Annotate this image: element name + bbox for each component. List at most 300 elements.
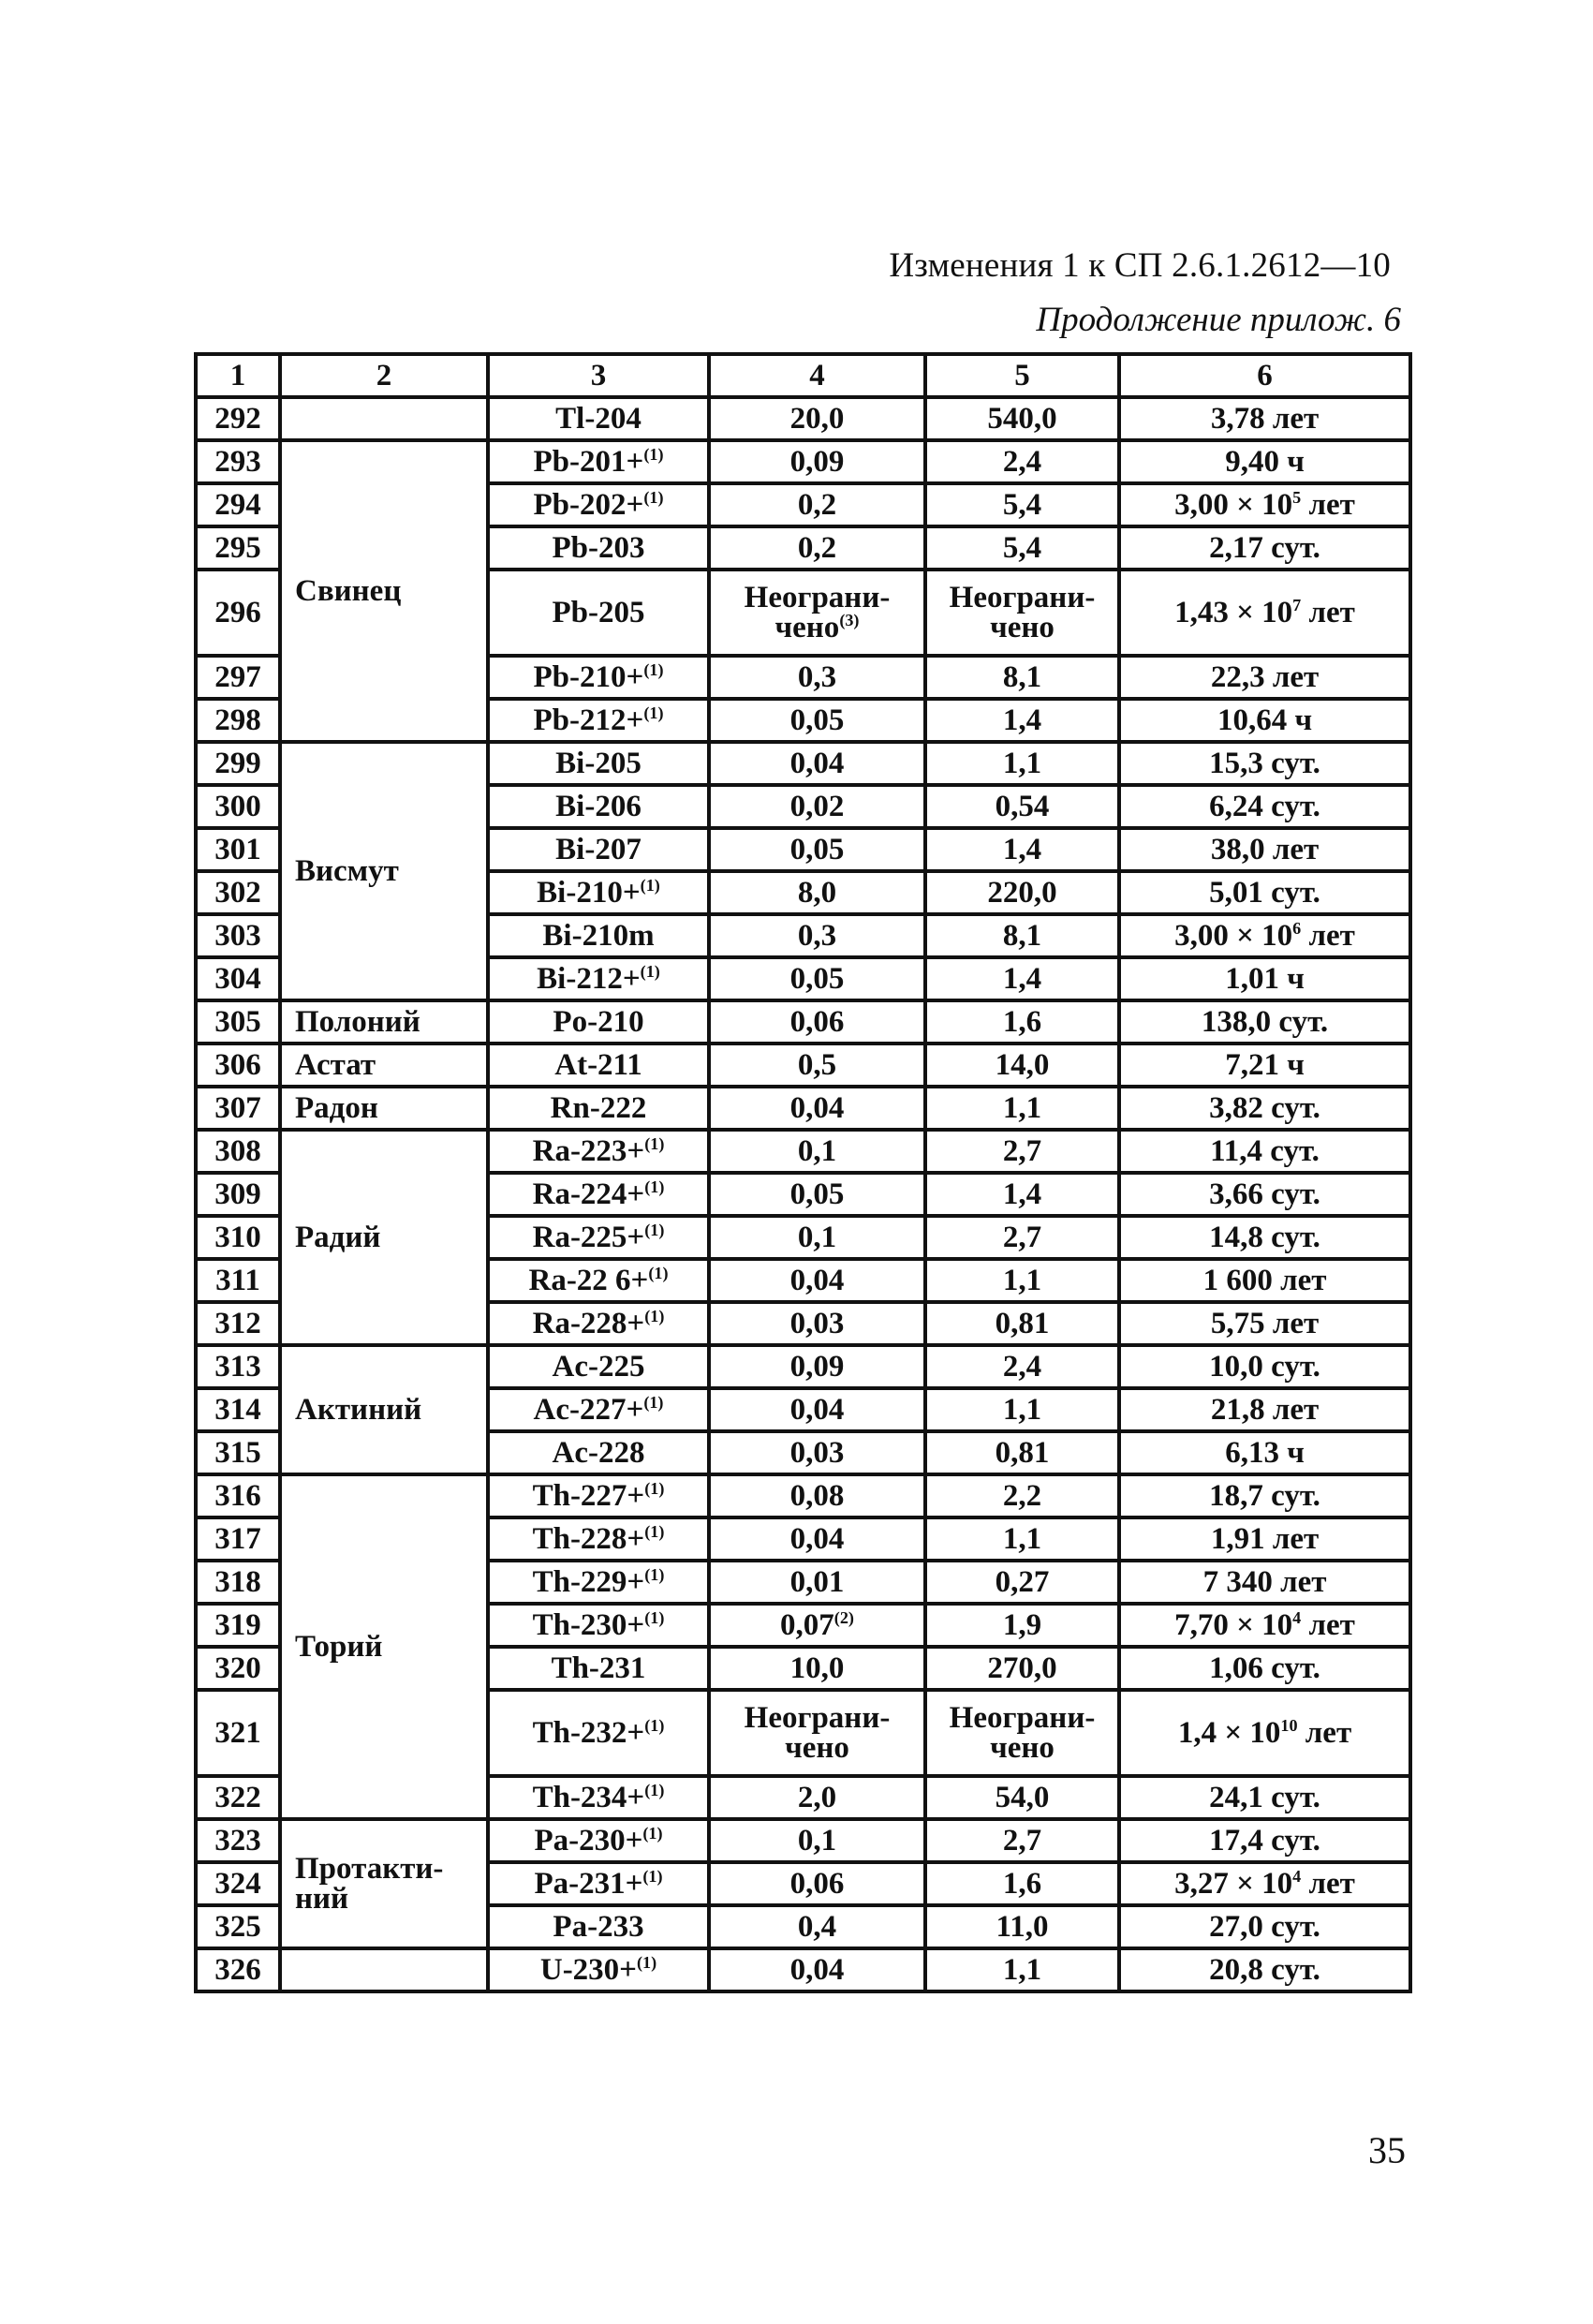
- row-number: [196, 440, 280, 483]
- footnote-marker: (1): [644, 1134, 665, 1153]
- row-number-text: 294: [214, 488, 261, 522]
- nuclide-text: Th-229+: [532, 1565, 645, 1599]
- row-number: [196, 742, 280, 785]
- row-number: [196, 1216, 280, 1259]
- table-body: [196, 397, 1410, 1991]
- footnote-marker: (1): [643, 445, 664, 464]
- nuclide: [488, 1517, 709, 1561]
- value-col4: [709, 440, 925, 483]
- value-col4-text: 0,1: [797, 1221, 837, 1254]
- value-col5: [925, 957, 1119, 1000]
- value-col4: [709, 397, 925, 440]
- half-life: [1119, 1647, 1410, 1690]
- half-life-text: 6,13 ч: [1225, 1436, 1305, 1470]
- row-number: [196, 1862, 280, 1905]
- value-col4: [709, 483, 925, 526]
- row-number: [196, 397, 280, 440]
- radionuclide-table: [194, 352, 1412, 1993]
- value-col4: [709, 570, 925, 656]
- value-col4-text: 0,08: [789, 1479, 845, 1513]
- half-life-unit: лет: [1301, 1608, 1355, 1642]
- nuclide: [488, 1173, 709, 1216]
- value-col4-text: 0,03: [789, 1307, 845, 1340]
- nuclide-text: Th-232+: [532, 1716, 645, 1750]
- row-number: [196, 483, 280, 526]
- row-number: [196, 1474, 280, 1517]
- column-header: 6: [1119, 354, 1410, 397]
- row-number: [196, 570, 280, 656]
- half-life-text: 3,00 × 10: [1174, 488, 1293, 522]
- column-header: 3: [488, 354, 709, 397]
- half-life: [1119, 742, 1410, 785]
- row-number: [196, 1431, 280, 1474]
- value-col5-text: 0,27: [995, 1565, 1050, 1599]
- half-life: [1119, 1259, 1410, 1302]
- value-col4: [709, 1173, 925, 1216]
- table-row: [196, 397, 1410, 440]
- footnote-marker: (3): [839, 611, 860, 629]
- row-number: [196, 1776, 280, 1819]
- row-number: [196, 1259, 280, 1302]
- element-name-text: Радий: [295, 1221, 381, 1254]
- nuclide: [488, 699, 709, 742]
- nuclide: [488, 526, 709, 570]
- half-life: [1119, 1517, 1410, 1561]
- nuclide: [488, 1647, 709, 1690]
- row-number-text: 326: [214, 1953, 261, 1987]
- nuclide-text: Po-210: [553, 1005, 644, 1039]
- exponent: 5: [1292, 488, 1302, 507]
- nuclide-text: Ra-223+: [532, 1134, 645, 1168]
- row-number-text: 308: [214, 1134, 261, 1168]
- value-col4-text: 0,2: [797, 488, 837, 522]
- half-life: [1119, 1862, 1410, 1905]
- element-name: [280, 1044, 488, 1087]
- half-life-text: 1,4 × 10: [1177, 1716, 1281, 1750]
- half-life-text: 10,0 сут.: [1209, 1350, 1320, 1384]
- nuclide: [488, 570, 709, 656]
- half-life-text: 24,1 сут.: [1209, 1781, 1320, 1814]
- value-col4-text: 0,2: [797, 531, 837, 565]
- nuclide: [488, 1000, 709, 1044]
- value-col4: [709, 785, 925, 828]
- half-life-unit: лет: [1301, 919, 1355, 953]
- half-life-text: 3,78 лет: [1210, 402, 1320, 436]
- half-life-text: 1,06 сут.: [1209, 1651, 1320, 1685]
- value-col4: [709, 1431, 925, 1474]
- half-life-text: 17,4 сут.: [1209, 1824, 1320, 1858]
- half-life-text: 20,8 сут.: [1209, 1953, 1320, 1987]
- value-col5-text: 1,4: [1002, 1177, 1042, 1211]
- half-life-text: 21,8 лет: [1210, 1393, 1320, 1427]
- value-col5: [925, 871, 1119, 914]
- row-number-text: 303: [214, 919, 261, 953]
- footnote-marker: (1): [644, 1522, 665, 1541]
- element-name: [280, 742, 488, 1000]
- nuclide: [488, 871, 709, 914]
- half-life: [1119, 1130, 1410, 1173]
- footnote-marker: (1): [642, 1824, 663, 1843]
- nuclide: [488, 1044, 709, 1087]
- nuclide-text: Pb-210+: [533, 660, 644, 694]
- value-col5: [925, 1776, 1119, 1819]
- value-col5-text: 5,4: [1002, 488, 1042, 522]
- footnote-marker: (1): [644, 1307, 665, 1325]
- half-life: [1119, 526, 1410, 570]
- value-col4-text: 0,3: [797, 919, 837, 953]
- row-number: [196, 656, 280, 699]
- value-col4: [709, 1905, 925, 1948]
- value-col4-text: 10,0: [789, 1651, 845, 1685]
- half-life-text: 7 340 лет: [1202, 1565, 1327, 1599]
- value-col4-text: 0,02: [789, 790, 845, 823]
- value-col4: [709, 1216, 925, 1259]
- value-col4-text: 20,0: [789, 402, 845, 436]
- table-row: [196, 1819, 1410, 1862]
- nuclide-text: Rn-222: [550, 1091, 647, 1125]
- element-name: [280, 1474, 488, 1819]
- nuclide-text: Th-230+: [532, 1608, 645, 1642]
- footnote-marker: (1): [644, 1608, 665, 1627]
- half-life: [1119, 1905, 1410, 1948]
- value-col4: [709, 1647, 925, 1690]
- nuclide: [488, 1561, 709, 1604]
- half-life: [1119, 1474, 1410, 1517]
- element-name: [280, 1130, 488, 1345]
- value-col4: [709, 1130, 925, 1173]
- value-col5: [925, 570, 1119, 656]
- value-col5: [925, 1862, 1119, 1905]
- value-col5: [925, 1474, 1119, 1517]
- table-row: [196, 1474, 1410, 1517]
- nuclide: [488, 1388, 709, 1431]
- row-number: [196, 1130, 280, 1173]
- element-name: [280, 1819, 488, 1948]
- nuclide-text: Pa-230+: [534, 1824, 643, 1858]
- value-col4: [709, 1561, 925, 1604]
- half-life-unit: лет: [1301, 596, 1355, 629]
- half-life: [1119, 1000, 1410, 1044]
- value-col5-text: 1,1: [1002, 1953, 1042, 1987]
- row-number: [196, 1388, 280, 1431]
- half-life: [1119, 1690, 1410, 1776]
- half-life-text: 1,01 ч: [1225, 962, 1305, 996]
- value-col5: [925, 483, 1119, 526]
- half-life-text: 14,8 сут.: [1209, 1221, 1320, 1254]
- footnote-marker: (1): [643, 488, 664, 507]
- half-life: [1119, 1561, 1410, 1604]
- value-col5-text: 2,7: [1002, 1824, 1042, 1858]
- nuclide-text: Bi-212+: [537, 962, 641, 996]
- half-life: [1119, 397, 1410, 440]
- row-number-text: 304: [214, 962, 261, 996]
- row-number-text: 293: [214, 445, 261, 479]
- element-name: [280, 1948, 488, 1991]
- element-name-text: Свинец: [295, 574, 402, 608]
- value-col4: [709, 1388, 925, 1431]
- value-col5-text: 2,4: [1002, 445, 1042, 479]
- element-name: [280, 1000, 488, 1044]
- nuclide: [488, 1345, 709, 1388]
- nuclide: [488, 440, 709, 483]
- row-number-text: 292: [214, 402, 261, 436]
- half-life: [1119, 1388, 1410, 1431]
- nuclide: [488, 1948, 709, 1991]
- value-col4: [709, 1776, 925, 1819]
- value-col5: [925, 1173, 1119, 1216]
- half-life-text: 3,82 сут.: [1209, 1091, 1320, 1125]
- half-life-text: 138,0 сут.: [1201, 1005, 1329, 1039]
- value-col5: [925, 699, 1119, 742]
- half-life: [1119, 914, 1410, 957]
- nuclide: [488, 656, 709, 699]
- value-col4: [709, 1474, 925, 1517]
- document-header: Изменения 1 к СП 2.6.1.2612—10: [889, 246, 1391, 285]
- value-col5: [925, 397, 1119, 440]
- half-life: [1119, 1216, 1410, 1259]
- value-col4: [709, 1948, 925, 1991]
- value-col5: [925, 1259, 1119, 1302]
- half-life-text: 1,91 лет: [1210, 1522, 1320, 1556]
- value-col5: [925, 1604, 1119, 1647]
- half-life-text: 7,70 × 10: [1174, 1608, 1293, 1642]
- half-life-text: 5,01 сут.: [1209, 876, 1320, 910]
- value-col5-text: 54,0: [995, 1781, 1050, 1814]
- nuclide: [488, 483, 709, 526]
- value-col5: [925, 1517, 1119, 1561]
- half-life: [1119, 699, 1410, 742]
- nuclide-text: At-211: [554, 1048, 642, 1082]
- value-col5-text: 1,4: [1002, 703, 1042, 737]
- row-number: [196, 1044, 280, 1087]
- row-number: [196, 1173, 280, 1216]
- row-number: [196, 785, 280, 828]
- half-life-text: 18,7 сут.: [1209, 1479, 1320, 1513]
- half-life-text: 27,0 сут.: [1209, 1910, 1320, 1944]
- row-number-text: 318: [214, 1565, 261, 1599]
- value-col5: [925, 1302, 1119, 1345]
- element-name: [280, 397, 488, 440]
- appendix-continuation: Продолжение прилож. 6: [1036, 301, 1401, 339]
- half-life: [1119, 1431, 1410, 1474]
- page-number: 35: [1368, 2129, 1406, 2171]
- row-number-text: 296: [214, 596, 261, 629]
- value-col5-text: 5,4: [1002, 531, 1042, 565]
- value-col5-text: 2,7: [1002, 1134, 1042, 1168]
- half-life: [1119, 1087, 1410, 1130]
- nuclide-text: Ra-224+: [532, 1177, 645, 1211]
- value-col5-text: 2,7: [1002, 1221, 1042, 1254]
- table-row: [196, 1087, 1410, 1130]
- row-number-text: 315: [214, 1436, 261, 1470]
- footnote-marker: (1): [643, 1393, 664, 1412]
- exponent: 7: [1292, 596, 1302, 614]
- value-col5-text: 8,1: [1002, 919, 1042, 953]
- half-life: [1119, 570, 1410, 656]
- value-col5: [925, 914, 1119, 957]
- value-col5: [925, 526, 1119, 570]
- half-life: [1119, 871, 1410, 914]
- value-col4-text: 2,0: [797, 1781, 837, 1814]
- value-col5-text: 1,9: [1002, 1608, 1042, 1642]
- nuclide-text: Pa-233: [553, 1910, 644, 1944]
- half-life-text: 11,4 сут.: [1210, 1134, 1320, 1168]
- footnote-marker: (1): [643, 660, 664, 679]
- value-col5-text: 540,0: [987, 402, 1057, 436]
- nuclide: [488, 742, 709, 785]
- row-number-text: 298: [214, 703, 261, 737]
- nuclide-text: Pa-231+: [534, 1867, 643, 1901]
- value-col4-text: 0,05: [789, 703, 845, 737]
- nuclide-text: Th-234+: [532, 1781, 645, 1814]
- nuclide: [488, 828, 709, 871]
- half-life-text: 5,75 лет: [1210, 1307, 1320, 1340]
- row-number-text: 316: [214, 1479, 261, 1513]
- value-col5: [925, 1431, 1119, 1474]
- row-number-text: 311: [215, 1264, 260, 1297]
- row-number: [196, 526, 280, 570]
- row-number: [196, 1905, 280, 1948]
- nuclide: [488, 1130, 709, 1173]
- half-life-text: 9,40 ч: [1225, 445, 1305, 479]
- half-life: [1119, 483, 1410, 526]
- row-number-text: 302: [214, 876, 261, 910]
- value-col4-text: 0,04: [789, 747, 845, 780]
- element-name-text: Полоний: [295, 1005, 420, 1039]
- value-col5: [925, 1216, 1119, 1259]
- value-col5: [925, 1690, 1119, 1776]
- table-row: [196, 440, 1410, 483]
- value-col5-text: 1,4: [1002, 833, 1042, 866]
- value-col4: [709, 1862, 925, 1905]
- value-col4-text: Неограни-чено: [744, 581, 891, 644]
- half-life-text: 3,27 × 10: [1174, 1867, 1293, 1901]
- nuclide-text: Ra-22 6+: [528, 1264, 649, 1297]
- row-number-text: 322: [214, 1781, 261, 1814]
- value-col4: [709, 1345, 925, 1388]
- row-number: [196, 1302, 280, 1345]
- value-col4: [709, 742, 925, 785]
- half-life: [1119, 1819, 1410, 1862]
- nuclide: [488, 1776, 709, 1819]
- row-number: [196, 957, 280, 1000]
- row-number-text: 307: [214, 1091, 261, 1125]
- row-number: [196, 1819, 280, 1862]
- row-number: [196, 1647, 280, 1690]
- value-col4-text: 0,04: [789, 1522, 845, 1556]
- value-col5: [925, 1044, 1119, 1087]
- value-col5: [925, 1087, 1119, 1130]
- row-number: [196, 1948, 280, 1991]
- value-col5: [925, 1948, 1119, 1991]
- value-col5-text: 1,4: [1002, 962, 1042, 996]
- value-col4-text: 0,04: [789, 1091, 845, 1125]
- half-life: [1119, 1776, 1410, 1819]
- value-col5: [925, 1819, 1119, 1862]
- half-life: [1119, 1302, 1410, 1345]
- nuclide-text: Pb-201+: [533, 445, 644, 479]
- value-col5: [925, 742, 1119, 785]
- row-number: [196, 871, 280, 914]
- table-row: [196, 1130, 1410, 1173]
- exponent: 6: [1292, 919, 1302, 938]
- column-header: 1: [196, 354, 280, 397]
- table-row: [196, 1948, 1410, 1991]
- row-number: [196, 828, 280, 871]
- value-col5-text: 8,1: [1002, 660, 1042, 694]
- value-col5-text: 220,0: [987, 876, 1057, 910]
- element-name-text: Радон: [295, 1091, 378, 1125]
- footnote-marker: (1): [643, 703, 664, 722]
- half-life-text: 7,21 ч: [1225, 1048, 1305, 1082]
- nuclide: [488, 914, 709, 957]
- nuclide: [488, 1087, 709, 1130]
- nuclide-text: Bi-206: [555, 790, 642, 823]
- table-row: [196, 742, 1410, 785]
- value-col5: [925, 656, 1119, 699]
- value-col5-text: 1,1: [1002, 1264, 1042, 1297]
- nuclide-text: Th-227+: [532, 1479, 645, 1513]
- nuclide: [488, 1216, 709, 1259]
- row-number-text: 321: [214, 1716, 261, 1750]
- row-number: [196, 1000, 280, 1044]
- row-number: [196, 1561, 280, 1604]
- row-number-text: 300: [214, 790, 261, 823]
- value-col5-text: Неограни-чено: [949, 1701, 1096, 1765]
- nuclide-text: Bi-205: [555, 747, 642, 780]
- half-life: [1119, 957, 1410, 1000]
- row-number-text: 320: [214, 1651, 261, 1685]
- value-col4: [709, 526, 925, 570]
- nuclide-text: Th-228+: [532, 1522, 645, 1556]
- footnote-marker: (1): [636, 1953, 657, 1972]
- row-number-text: 305: [214, 1005, 261, 1039]
- value-col4: [709, 1044, 925, 1087]
- nuclide-text: Bi-210+: [537, 876, 641, 910]
- nuclide-text: Bi-210m: [542, 919, 655, 953]
- value-col4-text: 0,01: [789, 1565, 845, 1599]
- nuclide: [488, 1819, 709, 1862]
- nuclide-text: Th-231: [551, 1651, 646, 1685]
- table-row: [196, 1345, 1410, 1388]
- value-col5-text: 270,0: [987, 1651, 1057, 1685]
- nuclide: [488, 1259, 709, 1302]
- value-col5-text: 1,1: [1002, 747, 1042, 780]
- value-col4: [709, 1690, 925, 1776]
- footnote-marker: (1): [644, 1716, 665, 1735]
- value-col5-text: 14,0: [995, 1048, 1050, 1082]
- element-name: [280, 1087, 488, 1130]
- exponent: 4: [1292, 1867, 1302, 1886]
- row-number-text: 324: [214, 1867, 261, 1901]
- footnote-marker: (1): [644, 1221, 665, 1239]
- column-header-row: [196, 354, 1410, 397]
- half-life: [1119, 656, 1410, 699]
- element-name: [280, 440, 488, 742]
- row-number: [196, 1087, 280, 1130]
- value-col5: [925, 1561, 1119, 1604]
- row-number: [196, 699, 280, 742]
- value-col5: [925, 828, 1119, 871]
- value-col4: [709, 1517, 925, 1561]
- value-col4-text: 0,1: [797, 1134, 837, 1168]
- half-life: [1119, 1948, 1410, 1991]
- nuclide-text: Ra-228+: [532, 1307, 645, 1340]
- value-col4: [709, 1087, 925, 1130]
- value-col4-text: 0,03: [789, 1436, 845, 1470]
- value-col4-text: 0,07: [780, 1608, 834, 1642]
- nuclide-text: Bi-207: [555, 833, 642, 866]
